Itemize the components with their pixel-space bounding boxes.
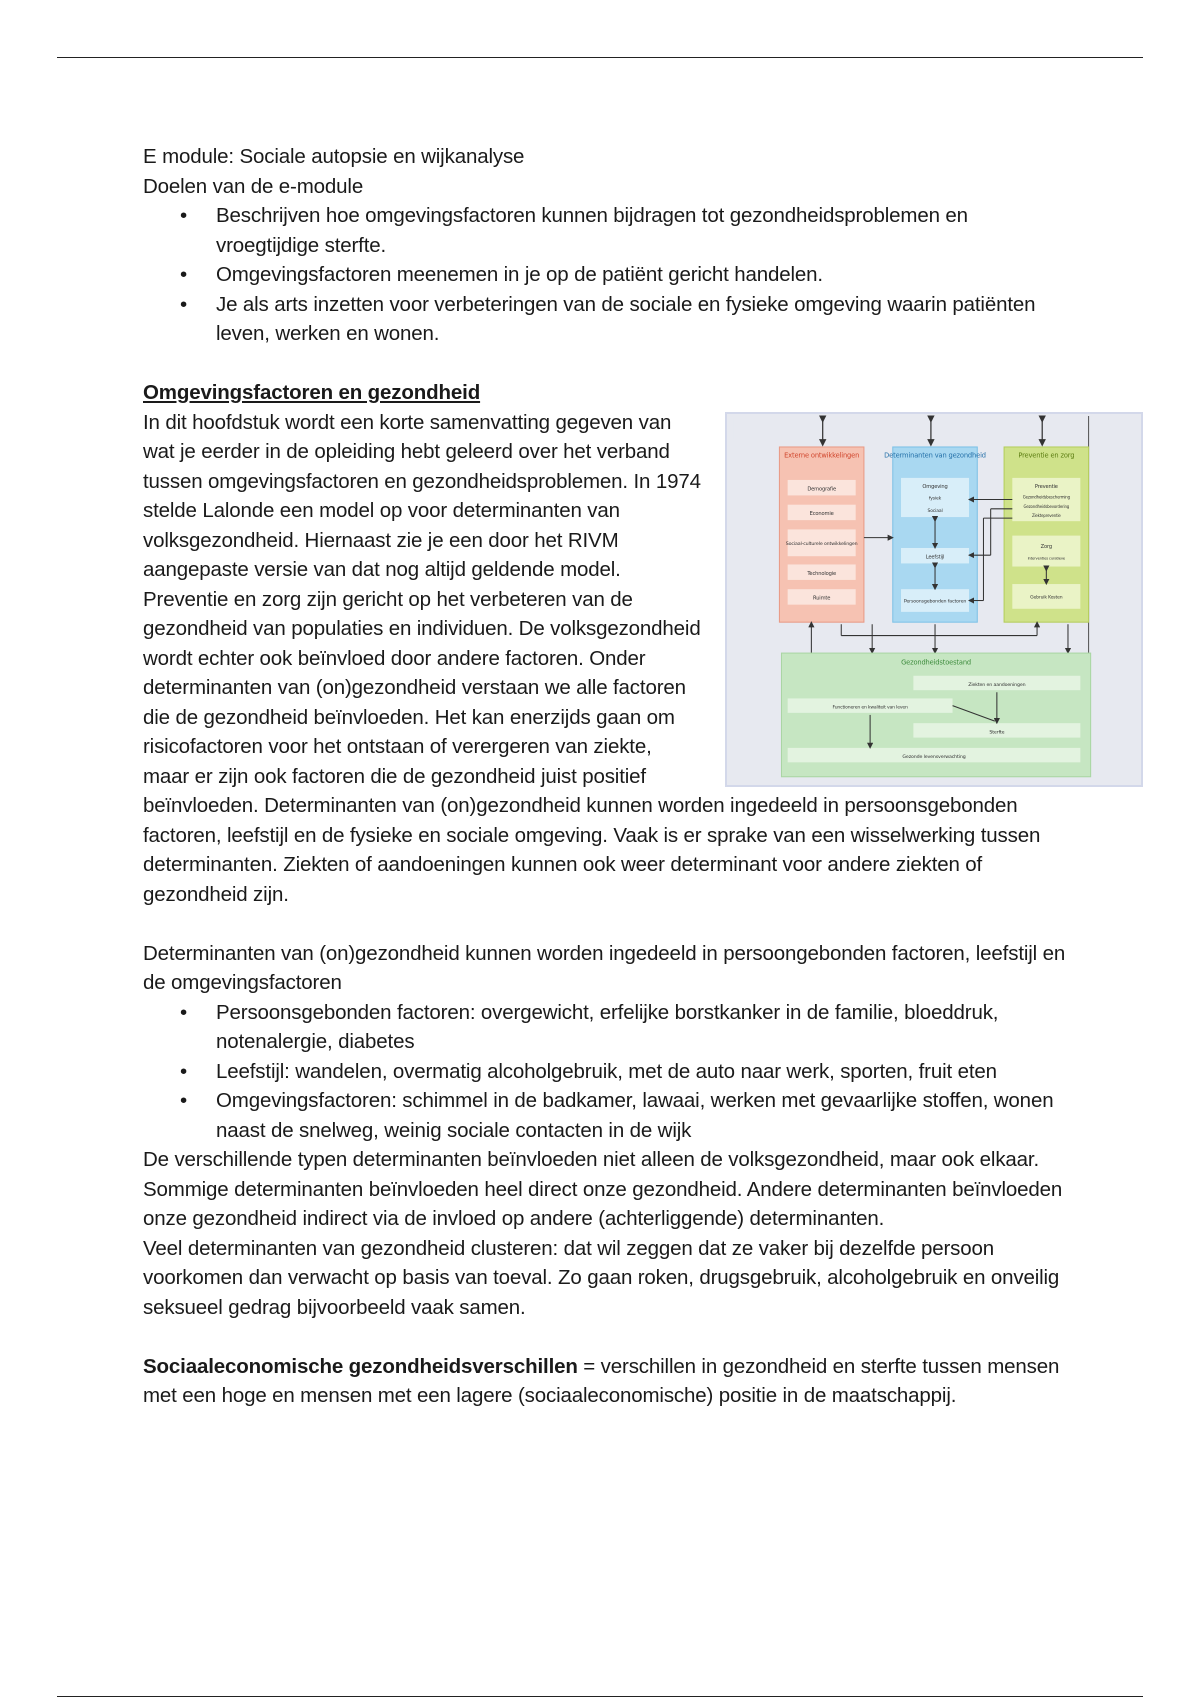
goal-item: • Beschrijven hoe omgevingsfactoren kunnen bijdragen tot gezondheidsproblemen en vroegtijdige sterfte. [143,201,1073,260]
prevention-item-gebruik-kosten: Gebruik Kosten [1030,594,1063,600]
determinant-type-item: • Omgevingsfactoren: schimmel in de badkamer, lawaai, werken met gevaarlijke stoffen, wonen naast de snelweg, weinig sociale contacten in de wijk [143,1086,1073,1145]
prevention-item-zorg: Zorg [1040,543,1053,550]
ses-definition: = verschillen in gezondheid en sterfte tussen mensen met een hoge en mensen met een lagere (sociaaleconomische) positie in de maatschappij. [143,1354,1060,1407]
external-item-demografie: Demografie [807,485,836,492]
external-column-title: Externe ontwikkelingen [784,450,860,459]
section2-paragraph: De verschillende typen determinanten beïnvloeden niet alleen de volksgezondheid, maar ook elkaar. Sommige determinanten beïnvloeden heel direct onze gezondheid. Andere determinanten beïnvloeden onze gezondheid indirect via de invloed op andere (achterliggende) determinanten. [143,1148,1063,1230]
health-item-levensverwachting: Gezonde levensverwachting [902,754,966,760]
goals-heading: Doelen van de e-module [143,174,364,198]
goal-item: • Omgevingsfactoren meenemen in je op de patiënt gericht handelen. [143,260,1073,290]
prevention-item-ziektepreventie: Ziektepreventie [1031,512,1061,518]
determinant-leefstijl: Leefstijl [925,553,945,560]
section2-paragraph: Veel determinanten van gezondheid clusteren: dat wil zeggen dat ze vaker bij dezelfde persoon voorkomen dan verwacht op basis van toeval. Zo gaan roken, drugsgebruik, alcoholgebruik en onveilig seksueel gedrag bijvoorbeeld vaak samen. [143,1236,1060,1319]
prevention-item-preventie: Preventie [1034,483,1058,490]
health-item-functioneren: Functioneren en kwaliteit van leven [832,705,908,711]
goal-item: • Je als arts inzetten voor verbeteringen van de sociale en fysieke omgeving waarin patiënten leven, werken en wonen. [143,290,1073,349]
prevention-column-title: Preventie en zorg [1018,450,1075,459]
external-item-economie: Economie [809,510,834,517]
prevention-item-bescherming: Gezondheidsbescherming [1022,494,1070,500]
goals-list [143,201,1073,349]
determinant-type-item: • Persoonsgebonden factoren: overgewicht, erfelijke borstkanker in de familie, bloeddruk, notenalergie, diabetes [143,998,1073,1057]
header-rule [57,57,1143,58]
health-status-title: Gezondheidstoestand [901,657,972,666]
document-body [143,142,1073,1411]
determinant-omgeving: Omgeving [922,483,948,490]
section1-text: In dit hoofdstuk wordt een korte samenvatting gegeven van wat je eerder in de opleiding hebt geleerd over het verband tussen omgevingsfactoren en gezondheidsproblemen. In 1974 stelde Lalonde een model op voor determinanten van volksgezondheid. Hiernaast zie je een door het RIVM aangepaste versie van dat nog altijd geldende model. Preventie en zorg zijn gericht op het verbeteren van de gezondheid van populaties en individuen. De volksgezondheid wordt echter ook beïnvloed door andere factoren. Onder determinanten van (on)gezondheid verstaan we alle factoren die de gezondheid beïnvloeden. Het kan enerzijds gaan om risicofactoren voor het ontstaan of verergeren van ziekte, maar er zijn ook factoren die de gezondheid juist positief beïnvloeden. Determinanten van (on)gezondheid kunnen worden ingedeeld in persoonsgebonden factoren, leefstijl en de fysieke en sociale omgeving. Vaak is er sprake van een wisselwerking tussen determinanten. Ziekten of aandoeningen kunnen ook weer determinant voor andere ziekten of gezondheid zijn. [143,410,1041,906]
ses-definition-paragraph [143,1352,1073,1411]
external-item-sociaal-cultureel: Sociaal-culturele ontwikkelingen [785,541,858,547]
determinant-fysiek: fysiek [928,496,942,502]
determinant-type-item: • Leefstijl: wandelen, overmatig alcoholgebruik, met de auto naar werk, sporten, fruit eten [143,1057,1073,1087]
determinants-model-diagram [725,412,1143,787]
section2-intro: Determinanten van (on)gezondheid kunnen worden ingedeeld in persoongebonden factoren, leefstijl en de omgevingsfactoren [143,941,1066,994]
external-item-ruimte: Ruimte [813,595,831,601]
external-item-technologie: Technologie [807,570,836,577]
prevention-item-interventies: Interventies curatieve [1027,555,1066,560]
determinant-sociaal: Sociaal [927,508,943,514]
determinants-column-title: Determinanten van gezondheid [884,450,986,459]
determinant-types-list [143,998,1073,1146]
health-item-ziekten: Ziekten en aandoeningen [968,682,1026,688]
health-item-sterfte: Sterfte [989,729,1005,735]
prevention-item-bevordering: Gezondheidsbevordering [1023,503,1070,509]
section-heading-omgevingsfactoren: Omgevingsfactoren en gezondheid [143,381,481,404]
determinant-persoonsgebonden: Persoonsgebonden factoren [903,599,967,605]
document-title: E module: Sociale autopsie en wijkanalyse [143,145,525,168]
ses-term: Sociaaleconomische gezondheidsverschillen [143,1354,578,1378]
footer-rule [57,1696,1143,1697]
